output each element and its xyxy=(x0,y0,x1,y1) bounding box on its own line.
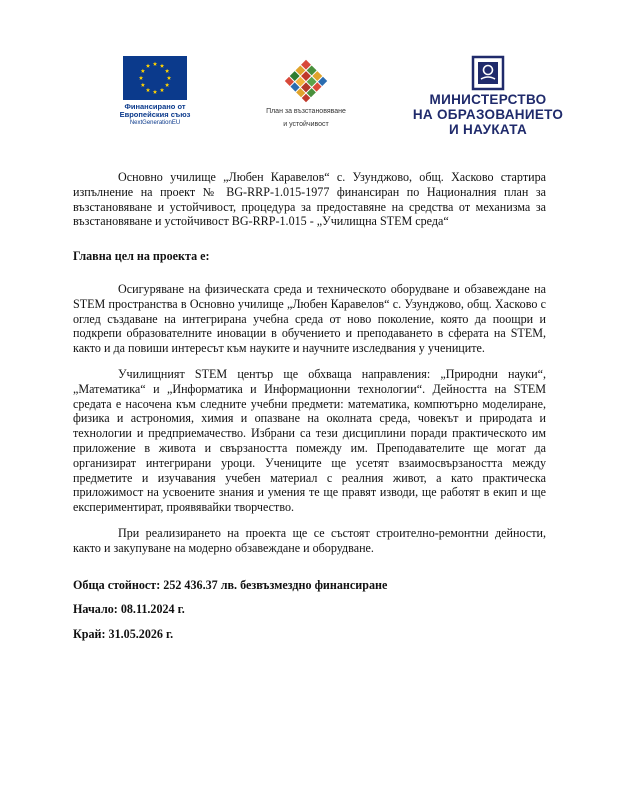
eu-funding-logo xyxy=(80,56,230,127)
eu-logo-line3: NextGenerationEU xyxy=(129,120,181,126)
ministry-logo-line1: МИНИСТЕРСТВО xyxy=(429,92,547,107)
recovery-logo-line1: План за възстановяване xyxy=(266,108,346,115)
intro-paragraph: Основно училище „Любен Каравелов“ с. Узунджово, общ. Хасково стартира изпълнение на проект № BG-RRP-1.015-1977 финансиран по Националния план за възстановяване и устойчивост, процедура за предоставяне на средства от механизма за възстановяване и устойчивост BG-RRP-1.015 - „Училищна STEM среда“ xyxy=(73,170,546,229)
goal-paragraph-1: Осигуряване на физическата среда и техническото оборудване и обзавеждане на STEM пространства в Основно училище „Любен Каравелов“ с. Узунджово, общ. Хасково с оглед създаване на интегрирана учебна среда от ново поколение, която да поощри и подкрепи образователните иновации в обучението и преподаването в сферата на STEM, както и да повиши интересът към науките и научните изследвания у учениците. xyxy=(73,281,546,356)
eu-flag-icon xyxy=(123,56,187,100)
ministry-logo xyxy=(408,55,568,136)
start-date: Начало: 08.11.2024 г. xyxy=(73,602,185,616)
document-body xyxy=(73,170,546,556)
end-date: Край: 31.05.2026 г. xyxy=(73,627,174,641)
goal-heading: Главна цел на проекта е: xyxy=(73,249,210,264)
ministry-emblem-icon xyxy=(471,55,505,91)
total-value: Обща стойност: 252 436.37 лв. безвъзмездно финансиране xyxy=(73,578,388,592)
eu-logo-line2: Европейския съюз xyxy=(119,110,191,119)
logo-header xyxy=(0,0,618,145)
recovery-mosaic-icon xyxy=(276,58,336,104)
recovery-plan-logo xyxy=(236,58,376,130)
goal-paragraph-2: Училищният STEM център ще обхваща направления: „Природни науки“, „Математика“ и „Информатика и Информационни технологии“. Дейността на STEM средата е насочена към следните учебни предмети: математика, компютърно моделиране, физика и астрономия, химия и опазване на околната среда, човекът и природата и технологии и предприемачество. Избрани са тези дисциплини поради практическото им приложение в живота и свързаността помежду им. Преподавателите ще могат да организират интегрирани уроци. Учениците ще усетят взаимосвързаността между предметите и изучавания учебен материал с реалния живот, а като практическа приложимост на усвоените знания и умения те ще правят изводи, ще работят в екип и ще експериментират, проявявайки творчество. xyxy=(73,366,546,515)
ministry-logo-line2: НА ОБРАЗОВАНИЕТО xyxy=(412,107,564,122)
ministry-logo-line3: И НАУКАТА xyxy=(449,122,527,137)
eu-logo-line1: Финансирано от xyxy=(124,102,186,111)
goal-paragraph-3: При реализирането на проекта ще се състоят строително-ремонтни дейности, както и закупуване на модерно обзавеждане и оборудване. xyxy=(73,525,546,555)
recovery-logo-line2: и устойчивост xyxy=(283,121,329,128)
